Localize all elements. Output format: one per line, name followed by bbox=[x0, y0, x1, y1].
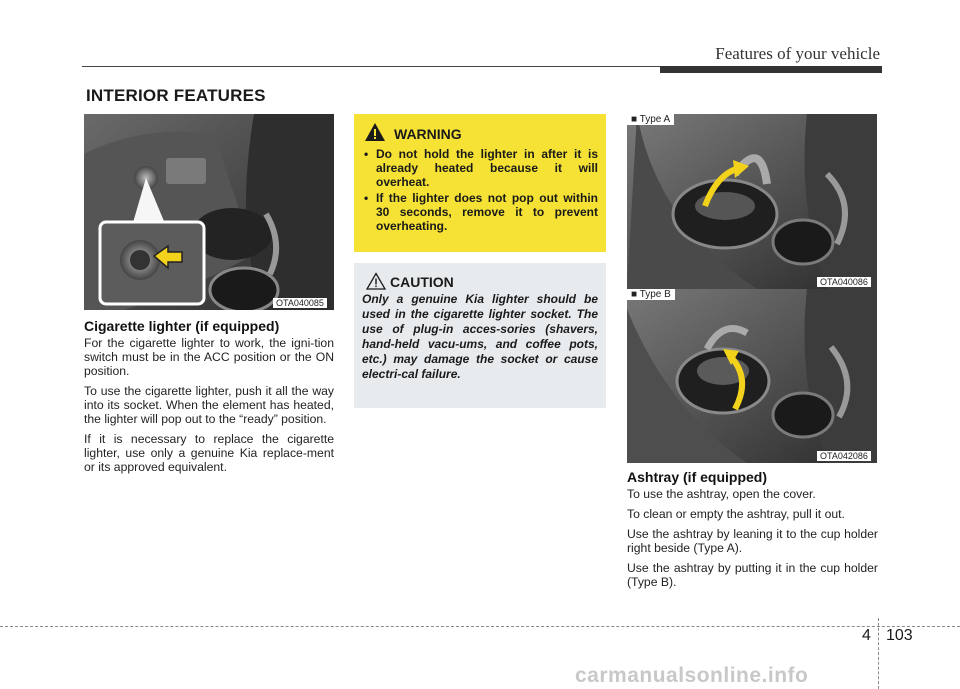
cigarette-lighter-photo bbox=[84, 114, 334, 310]
warning-icon bbox=[364, 122, 386, 147]
image-code: OTA042086 bbox=[817, 451, 871, 461]
page-number: 103 bbox=[886, 627, 913, 644]
warning-item: • Do not hold the lighter in after it is already heated because it will overheat. bbox=[362, 147, 598, 189]
ashtray-text bbox=[627, 487, 878, 595]
ashtray-type-b-photo bbox=[627, 289, 877, 463]
warning-item: • If the lighter does not pop out within 30 seconds, remove it to prevent overheating. bbox=[362, 191, 598, 233]
warning-title: WARNING bbox=[394, 126, 462, 142]
image-code: OTA040085 bbox=[273, 298, 327, 308]
chapter-number: 4 bbox=[862, 627, 871, 644]
type-b-label: ■ Type B bbox=[627, 289, 675, 300]
ashtray-type-a-photo bbox=[627, 114, 877, 289]
warning-list bbox=[362, 147, 598, 235]
section-title: Features of your vehicle bbox=[715, 44, 880, 63]
paragraph: To use the cigarette lighter, push it all the way into its socket. When the element has heated, the lighter will pop out to the “ready” position. bbox=[84, 384, 334, 426]
paragraph: To clean or empty the ashtray, pull it out. bbox=[627, 507, 845, 521]
type-a-label: ■ Type A bbox=[627, 114, 674, 125]
paragraph: To use the ashtray, open the cover. bbox=[627, 487, 816, 501]
footer-rule bbox=[0, 626, 960, 627]
header-rule-bar bbox=[660, 66, 882, 73]
chapter-title: INTERIOR FEATURES bbox=[86, 86, 266, 105]
paragraph: Use the ashtray by putting it in the cup holder (Type B). bbox=[627, 561, 878, 589]
paragraph: If it is necessary to replace the cigarette lighter, use only a genuine Kia replace-ment or its approved equivalent. bbox=[84, 432, 334, 474]
image-code: OTA040086 bbox=[817, 277, 871, 287]
paragraph: For the cigarette lighter to work, the igni-tion switch must be in the ACC position or the ON position. bbox=[84, 336, 334, 378]
cigarette-lighter-text bbox=[84, 336, 334, 480]
ashtray-heading: Ashtray (if equipped) bbox=[627, 469, 768, 485]
footer-divider bbox=[878, 618, 879, 689]
cigarette-lighter-heading: Cigarette lighter (if equipped) bbox=[84, 318, 280, 334]
paragraph: Use the ashtray by leaning it to the cup holder right beside (Type A). bbox=[627, 527, 878, 555]
caution-text: Only a genuine Kia lighter should be used in the cigarette lighter socket. The use of plug-in acces-sories (shavers, hand-held vacu-ums, and coffee pots, etc.) may damage the socket or cause electri-cal failure. bbox=[362, 292, 598, 381]
warning-box bbox=[354, 114, 606, 252]
caution-title: CAUTION bbox=[390, 274, 454, 290]
watermark: carmanualsonline.info bbox=[575, 664, 809, 687]
caution-box bbox=[354, 263, 606, 408]
